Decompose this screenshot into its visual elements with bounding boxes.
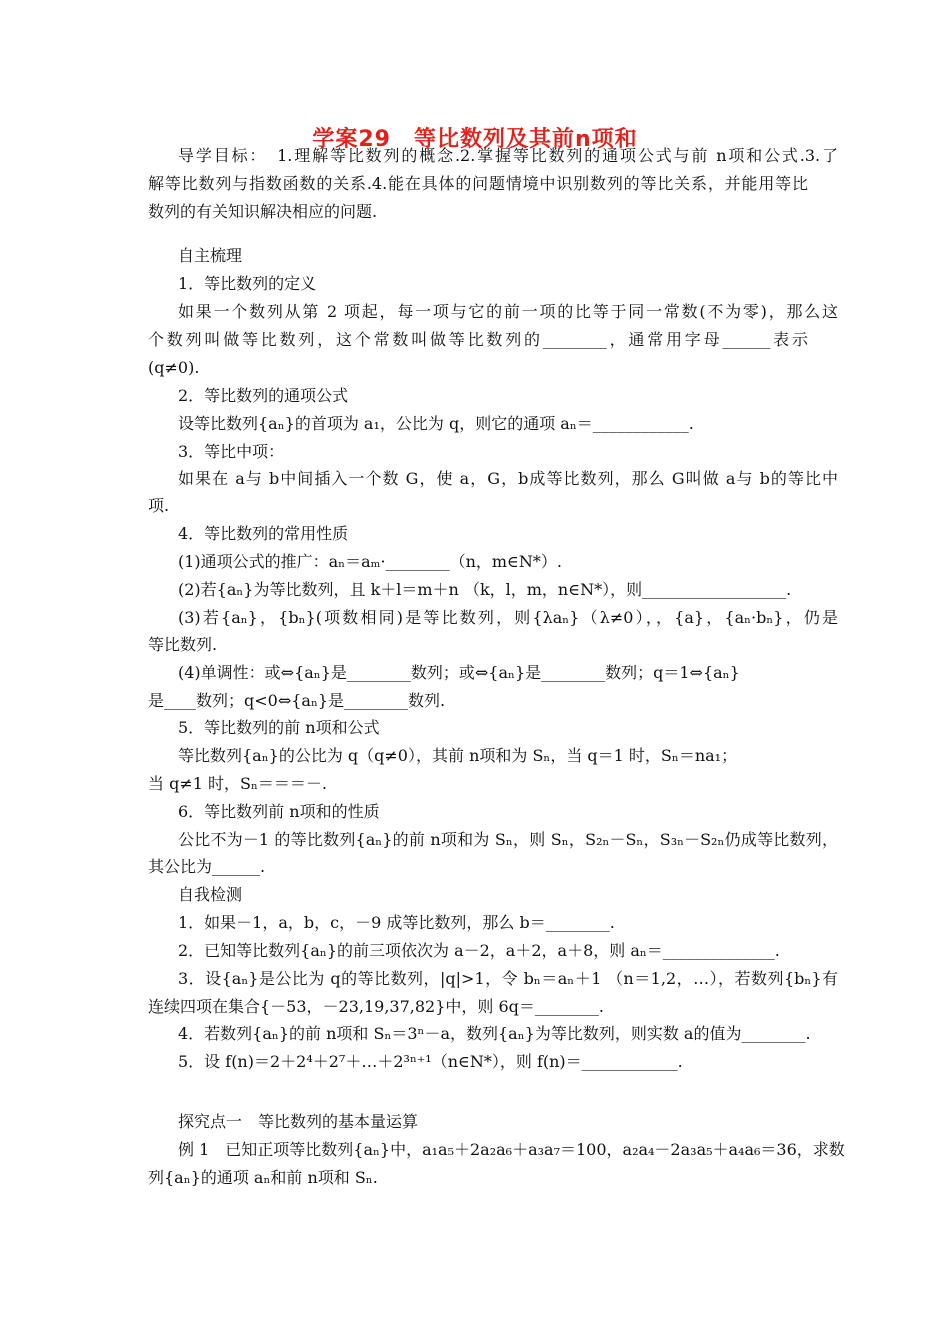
text-line: 4．等比数列的常用性质 [178, 524, 349, 543]
text-line: 数列的有关知识解决相应的问题. [148, 202, 378, 221]
text-line: 例 1 已知正项等比数列{aₙ}中，a₁a₅＋2a₂a₆＋a₃a₇＝100，a₂a₄－2a₃a₅＋a₄a₆＝36，求数 [178, 1140, 845, 1159]
text-line: 5．等比数列的前 n项和公式 [178, 718, 380, 737]
text-line: 4．若数列{aₙ}的前 n项和 Sₙ＝3ⁿ－a，数列{aₙ}为等比数列，则实数 a的值为________. [178, 1024, 811, 1043]
text-line: 个数列叫做等比数列，这个常数叫做等比数列的________，通常用字母______表示 [148, 330, 808, 349]
text-line: 5．设 f(n)＝2＋2⁴＋2⁷＋…＋2³ⁿ⁺¹（n∈N*），则 f(n)＝____________. [178, 1052, 683, 1071]
text-line: 3．等比中项： [178, 442, 285, 461]
section-heading: 自主梳理 [178, 246, 243, 265]
text-line: 等比数列{aₙ}的公比为 q（q≠0），其前 n项和为 Sₙ，当 q＝1 时，Sₙ＝na₁； [178, 746, 738, 765]
text-line: 6．等比数列前 n项和的性质 [178, 802, 380, 821]
text-line: 等比数列. [148, 635, 218, 654]
text-line: (1)通项公式的推广：aₙ＝aₘ·________（n，m∈N*）. [178, 552, 562, 571]
text-line: 2．已知等比数列{aₙ}的前三项依次为 a－2，a＋2，a＋8，则 aₙ＝______________. [178, 941, 780, 960]
text-line: 是____数列；q<0⇔{aₙ}是________数列. [148, 691, 446, 710]
text-line: 其公比为______. [148, 857, 266, 876]
text-line: (3)若{aₙ}，{bₙ}(项数相同)是等比数列，则{λaₙ}（λ≠0），，{a}，{aₙ·bₙ}，仍是 [178, 608, 838, 627]
text-line: 2．等比数列的通项公式 [178, 386, 349, 405]
text-line: 3．设{aₙ}是公比为 q的等比数列，|q|>1，令 bₙ＝aₙ＋1 （n＝1,2，…），若数列{bₙ}有 [178, 969, 838, 988]
text-line: 列{aₙ}的通项 aₙ和前 n项和 Sₙ. [148, 1168, 378, 1187]
text-line: 1．如果－1，a，b，c，－9 成等比数列，那么 b＝________. [178, 913, 615, 932]
text-line: 公比不为－1 的等比数列{aₙ}的前 n项和为 Sₙ，则 Sₙ，S₂ₙ－Sₙ，S₃ₙ－S₂ₙ仍成等比数列， [178, 830, 838, 849]
text-line: (2)若{aₙ}为等比数列，且 k＋l＝m＋n （k，l，m，n∈N*），则__________________. [178, 580, 792, 599]
text-line: 如果在 a与 b中间插入一个数 G，使 a，G，b成等比数列，那么 G叫做 a与 b的等比中 [178, 469, 838, 488]
text-line: 如果一个数列从第 2 项起，每一项与它的前一项的比等于同一常数(不为零)，那么这 [178, 302, 838, 321]
text-line: 设等比数列{aₙ}的首项为 a₁，公比为 q，则它的通项 aₙ＝____________. [178, 414, 694, 433]
text-line: 导学目标： 1.理解等比数列的概念.2.掌握等比数列的通项公式与前 n项和公式.3.了 [178, 146, 838, 165]
text-line: 项. [148, 496, 170, 515]
page-title: 学案29 等比数列及其前n项和 [312, 127, 638, 152]
text-line: (q≠0). [148, 358, 200, 377]
section-heading: 自我检测 [178, 885, 243, 904]
text-line: 当 q≠1 时，Sₙ＝＝＝－. [148, 774, 327, 793]
section-heading: 探究点一 等比数列的基本量运算 [178, 1112, 419, 1131]
text-line: (4)单调性：或⇔{aₙ}是________数列；或⇔{aₙ}是________数列；q＝1⇔{aₙ} [178, 663, 740, 682]
text-line: 连续四项在集合{－53，－23,19,37,82}中，则 6q＝________. [148, 997, 605, 1016]
text-line: 1．等比数列的定义 [178, 274, 317, 293]
text-line: 解等比数列与指数函数的关系.4.能在具体的问题情境中识别数列的等比关系，并能用等比 [148, 174, 808, 193]
